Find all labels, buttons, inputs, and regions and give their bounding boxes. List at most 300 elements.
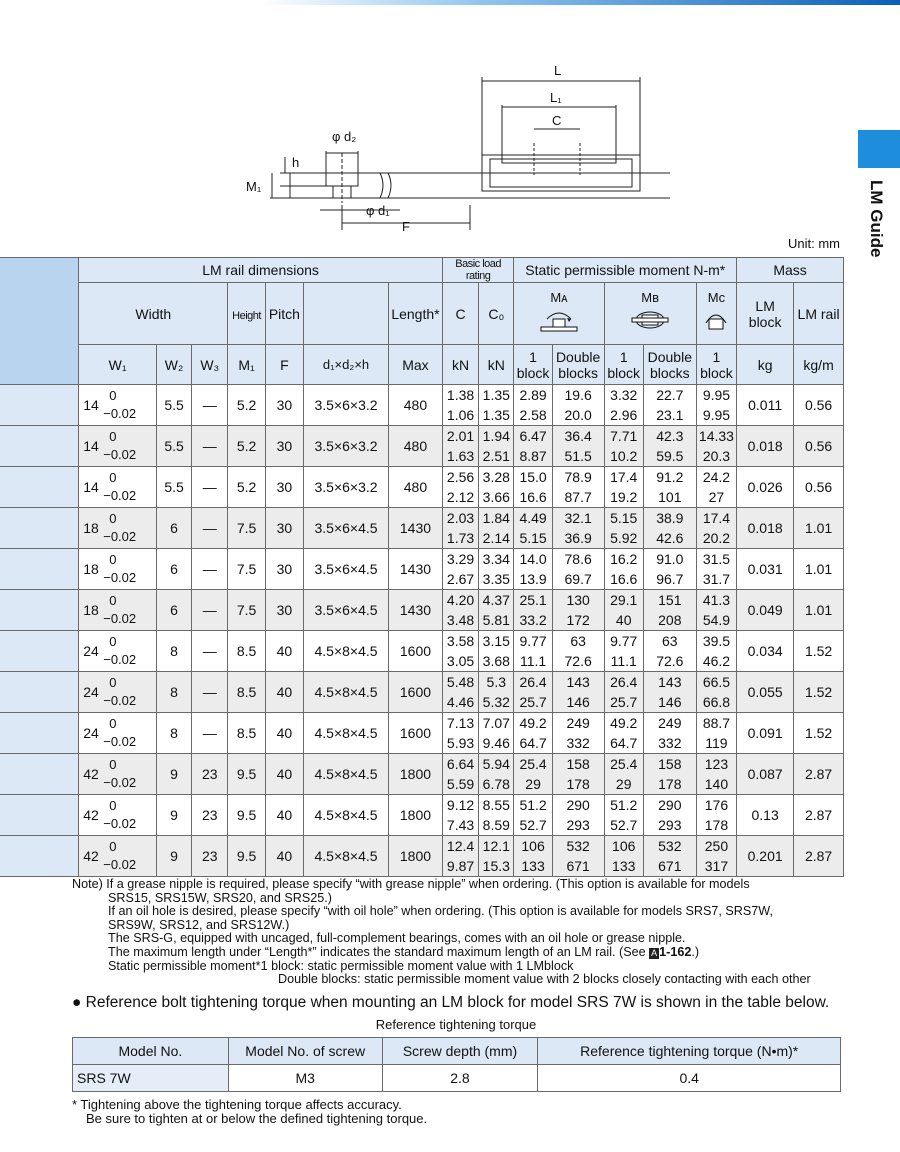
- ma1-lower: 33.2: [519, 612, 547, 628]
- mc-cell: [696, 508, 736, 549]
- f-cell: 30: [265, 426, 303, 467]
- mb1-upper: 16.2: [610, 551, 638, 567]
- ref-close: .): [691, 944, 700, 959]
- mc-upper: 24.2: [702, 469, 731, 485]
- c0-cell: [479, 426, 514, 467]
- ma1-cell: [514, 795, 552, 836]
- c-lower: 5.93: [446, 735, 475, 751]
- dims-cell: 4.5×8×4.5: [304, 672, 389, 713]
- w1-tol-lower: −0.02: [103, 734, 137, 749]
- mc-upper: 123: [704, 756, 729, 772]
- pitch-header: Pitch: [265, 283, 303, 345]
- c-upper: 1.38: [446, 387, 475, 403]
- w1-tol-lower: −0.02: [103, 611, 137, 626]
- f-cell: 30: [265, 549, 303, 590]
- mc-upper: 39.5: [702, 633, 731, 649]
- ma2-upper: 36.4: [564, 428, 592, 444]
- w2-cell: 8: [156, 631, 191, 672]
- m1-cell: 8.5: [228, 713, 265, 754]
- c-upper: 2.01: [446, 428, 475, 444]
- length-cell: 480: [389, 467, 443, 508]
- bullet-line: [72, 994, 829, 1012]
- w1-value: 42: [83, 807, 99, 823]
- footnote: [72, 1098, 427, 1126]
- rail-mass-cell: 1.01: [794, 549, 844, 590]
- ma1-lower: 13.9: [519, 571, 547, 587]
- ma1-upper: 15.0: [519, 469, 547, 485]
- c0-upper: 5.94: [482, 756, 510, 772]
- w3-header: W₃: [192, 345, 228, 385]
- w3-cell: —: [192, 508, 228, 549]
- ma2-upper: 158: [566, 756, 590, 772]
- c-upper: 2.03: [446, 510, 475, 526]
- c-upper: 3.58: [446, 633, 475, 649]
- c-cell: [442, 672, 478, 713]
- ma2-cell: [552, 754, 604, 795]
- w1-tol-upper: 0: [109, 634, 117, 649]
- mb2-lower: 208: [658, 612, 682, 628]
- ma2-upper: 130: [566, 592, 590, 608]
- w3-cell: —: [192, 631, 228, 672]
- ma1-upper: 2.89: [519, 387, 547, 403]
- c-upper: 9.12: [446, 797, 475, 813]
- f-cell: 40: [265, 672, 303, 713]
- block-mass-cell: 0.091: [737, 713, 794, 754]
- dims-cell: 3.5×6×4.5: [304, 508, 389, 549]
- block-mass-cell: 0.011: [737, 385, 794, 426]
- ma1-lower: 64.7: [519, 735, 547, 751]
- c-lower: 9.87: [446, 858, 475, 874]
- w2-cell: 9: [156, 836, 191, 877]
- d1d2h-header: d₁×d₂×h: [304, 345, 389, 385]
- ma2-cell: [552, 549, 604, 590]
- ma2-lower: 332: [566, 735, 590, 751]
- c0-lower: 3.68: [482, 653, 510, 669]
- w1-cell: [79, 836, 157, 877]
- c-upper: 12.4: [446, 838, 475, 854]
- length-cell: 1800: [389, 836, 443, 877]
- mb1-cell: [604, 508, 643, 549]
- mb2-upper: 63: [662, 633, 678, 649]
- ma1-cell: [514, 836, 552, 877]
- w1-value: 14: [83, 438, 99, 454]
- c0-lower: 6.78: [482, 776, 510, 792]
- max-header: Max: [389, 345, 443, 385]
- w3-cell: —: [192, 590, 228, 631]
- m1-cell: 8.5: [228, 631, 265, 672]
- ma1-lower: 8.87: [519, 448, 547, 464]
- w1-tol-upper: 0: [109, 552, 117, 567]
- ma-header: [514, 283, 604, 345]
- ma1-lower: 11.1: [519, 653, 547, 669]
- table-row: [0, 549, 844, 590]
- table-row: [0, 508, 844, 549]
- w2-cell: 8: [156, 713, 191, 754]
- ma2-upper: 63: [570, 633, 586, 649]
- mc-lower: 20.2: [702, 530, 731, 546]
- block-mass-cell: 0.034: [737, 631, 794, 672]
- top-gradient-bar: [260, 0, 900, 5]
- w3-cell: —: [192, 467, 228, 508]
- note-line: SRS9W, SRS12, and SRS12W.): [108, 917, 290, 932]
- mb1-lower: 16.6: [610, 571, 638, 587]
- w1-value: 18: [83, 561, 99, 577]
- w2-cell: 6: [156, 508, 191, 549]
- mb1-upper: 3.32: [610, 387, 638, 403]
- w1-cell: [79, 713, 157, 754]
- ma1-cell: [514, 385, 552, 426]
- note-line: SRS15, SRS15W, SRS20, and SRS25.): [108, 890, 332, 905]
- kgm-header: kg/m: [794, 345, 844, 385]
- length-cell: 1800: [389, 795, 443, 836]
- rail-mass-cell: 1.52: [794, 713, 844, 754]
- model-cell: [0, 590, 79, 631]
- c-cell: [442, 590, 478, 631]
- mb2-upper: 22.7: [656, 387, 684, 403]
- rail-mass-cell: 2.87: [794, 795, 844, 836]
- c0-cell: [479, 836, 514, 877]
- c0-upper: 3.34: [482, 551, 510, 567]
- c-cell: [442, 754, 478, 795]
- w1-cell: [79, 467, 157, 508]
- ma2-upper: 532: [566, 838, 590, 854]
- mb1-lower: 11.1: [610, 653, 637, 669]
- mb2-cell: [643, 713, 696, 754]
- ma1-cell: [514, 672, 552, 713]
- dims-header-blank: [304, 283, 389, 345]
- mb2-cell: [643, 467, 696, 508]
- ma1-lower: 2.58: [519, 407, 547, 423]
- c0-upper: 1.84: [482, 510, 510, 526]
- w2-cell: 9: [156, 795, 191, 836]
- torque-value: 0.4: [538, 1065, 841, 1092]
- rail-mass-cell: 1.52: [794, 631, 844, 672]
- w1-tol-lower: −0.02: [103, 816, 137, 831]
- mc-upper: 88.7: [702, 715, 731, 731]
- w1-cell: [79, 795, 157, 836]
- block-mass-cell: 0.031: [737, 549, 794, 590]
- w1-value: 24: [83, 643, 99, 659]
- ma1-lower: 25.7: [519, 694, 547, 710]
- mb2-lower: 332: [658, 735, 682, 751]
- note-line: Static permissible moment*1 block: static permissible moment value with 1 LMblock: [108, 958, 574, 973]
- m1-cell: 7.5: [228, 590, 265, 631]
- c0-lower: 2.14: [482, 530, 510, 546]
- dim-C: C: [552, 113, 562, 128]
- rail-mass-cell: 1.01: [794, 508, 844, 549]
- c0-cell: [479, 467, 514, 508]
- table-row: [0, 795, 844, 836]
- mb2-cell: [643, 426, 696, 467]
- mb2-cell: [643, 508, 696, 549]
- ma2-lower: 69.7: [564, 571, 592, 587]
- mb-header: [604, 283, 696, 345]
- dim-h: h: [292, 155, 300, 170]
- w2-cell: 6: [156, 590, 191, 631]
- footnote-line: Be sure to tighten at or below the defined tightening torque.: [86, 1111, 428, 1126]
- mc-cell: [696, 713, 736, 754]
- torque-model: SRS 7W: [73, 1065, 229, 1092]
- torque-caption: Reference tightening torque: [375, 1017, 537, 1032]
- mc-upper: 250: [704, 838, 729, 854]
- ma1-cell: [514, 508, 552, 549]
- length-cell: 1600: [389, 631, 443, 672]
- mb2-lower: 96.7: [656, 571, 684, 587]
- w1-tol-upper: 0: [109, 798, 117, 813]
- c-cell: [442, 713, 478, 754]
- c-lower: 3.48: [446, 612, 475, 628]
- mb2-upper: 151: [658, 592, 682, 608]
- w1-tol-lower: −0.02: [103, 488, 137, 503]
- block-mass-cell: 0.201: [737, 836, 794, 877]
- mb2-upper: 532: [658, 838, 682, 854]
- mb1-lower: 133: [612, 858, 636, 874]
- mb-1block-header: 1 block: [604, 345, 643, 385]
- mc-label: Mᴄ: [707, 289, 726, 305]
- ma1-upper: 106: [521, 838, 545, 854]
- model-cell: [0, 508, 79, 549]
- mb1-cell: [604, 754, 643, 795]
- length-cell: 480: [389, 385, 443, 426]
- mc-upper: 176: [704, 797, 729, 813]
- c0-upper: 5.3: [486, 674, 507, 690]
- table-row: [0, 672, 844, 713]
- c0-header: C₀: [479, 283, 514, 345]
- dims-cell: 3.5×6×3.2: [304, 385, 389, 426]
- f-cell: 40: [265, 754, 303, 795]
- ma1-lower: 29: [525, 776, 541, 792]
- ma-label: Mᴀ: [550, 289, 568, 305]
- f-cell: 30: [265, 385, 303, 426]
- m1-cell: 7.5: [228, 549, 265, 590]
- mb2-upper: 143: [658, 674, 682, 690]
- ma2-upper: 249: [566, 715, 590, 731]
- block-mass-cell: 0.018: [737, 508, 794, 549]
- mb1-lower: 40: [615, 612, 632, 628]
- mc-lower: 46.2: [702, 653, 731, 669]
- f-header: F: [265, 345, 303, 385]
- ma2-lower: 172: [566, 612, 590, 628]
- ma1-cell: [514, 713, 552, 754]
- mc-upper: 17.4: [702, 510, 731, 526]
- c0-lower: 5.81: [482, 612, 510, 628]
- model-cell: [0, 795, 79, 836]
- ma1-cell: [514, 467, 552, 508]
- mb2-cell: [643, 672, 696, 713]
- ma2-cell: [552, 672, 604, 713]
- dims-cell: 3.5×6×3.2: [304, 467, 389, 508]
- ma2-cell: [552, 795, 604, 836]
- mc-upper: 31.5: [702, 551, 731, 567]
- c-upper: 3.29: [446, 551, 475, 567]
- w1-cell: [79, 631, 157, 672]
- c0-lower: 1.35: [482, 407, 510, 423]
- mb1-lower: 2.96: [610, 407, 638, 423]
- mc-cell: [696, 467, 736, 508]
- bullet-text: Reference bolt tightening torque when mounting an LM block for model SRS 7W is shown in the table below.: [85, 994, 830, 1011]
- ma1-upper: 14.0: [519, 551, 547, 567]
- ma2-cell: [552, 426, 604, 467]
- spec-table-body: [0, 385, 844, 877]
- footnote-line: * Tightening above the tightening torque affects accuracy.: [72, 1097, 402, 1112]
- model-cell: [0, 754, 79, 795]
- mb1-cell: [604, 836, 643, 877]
- ma2-lower: 20.0: [564, 407, 592, 423]
- mb2-lower: 23.1: [656, 407, 684, 423]
- ma1-upper: 25.4: [519, 756, 547, 772]
- length-header: Length*: [389, 283, 443, 345]
- ma1-lower: 5.15: [519, 530, 547, 546]
- unit-label: Unit: mm: [788, 236, 840, 251]
- note-length-text: The maximum length under “Length*” indicates the standard maximum length of an LM rail. (See: [108, 944, 650, 959]
- model-cell: [0, 836, 79, 877]
- torque-header-model: Model No.: [73, 1038, 229, 1065]
- mb1-upper: 49.2: [610, 715, 638, 731]
- w3-cell: —: [192, 549, 228, 590]
- c0-lower: 3.66: [482, 489, 510, 505]
- ma2-lower: 87.7: [564, 489, 592, 505]
- width-header: Width: [79, 283, 228, 345]
- lm-block-header: LM block: [737, 283, 794, 345]
- mc-upper: 41.3: [702, 592, 731, 608]
- mc-lower: 140: [704, 776, 729, 792]
- mc-lower: 27: [708, 489, 725, 505]
- ma2-cell: [552, 385, 604, 426]
- ma1-cell: [514, 549, 552, 590]
- mb2-cell: [643, 754, 696, 795]
- c0-cell: [479, 754, 514, 795]
- w1-cell: [79, 508, 157, 549]
- mb2-cell: [643, 836, 696, 877]
- c-lower: 2.67: [446, 571, 475, 587]
- dims-cell: 4.5×8×4.5: [304, 713, 389, 754]
- f-cell: 40: [265, 713, 303, 754]
- mb1-cell: [604, 672, 643, 713]
- mb1-upper: 25.4: [610, 756, 638, 772]
- c0-upper: 3.28: [482, 469, 510, 485]
- c0-cell: [479, 713, 514, 754]
- w1-tol-lower: −0.02: [103, 652, 137, 667]
- ma1-upper: 6.47: [519, 428, 547, 444]
- dim-M1: M₁: [246, 179, 262, 194]
- ma1-cell: [514, 426, 552, 467]
- model-cell: [0, 713, 79, 754]
- rail-mass-cell: 2.87: [794, 836, 844, 877]
- f-cell: 40: [265, 836, 303, 877]
- mc-cell: [696, 426, 736, 467]
- mc-moment-icon: [701, 305, 731, 335]
- w2-cell: 8: [156, 672, 191, 713]
- mb2-lower: 59.5: [656, 448, 684, 464]
- w1-tol-lower: −0.02: [103, 857, 137, 872]
- mb1-upper: 26.4: [610, 674, 638, 690]
- mb2-lower: 101: [658, 489, 682, 505]
- dims-cell: 3.5×6×4.5: [304, 549, 389, 590]
- w1-cell: [79, 385, 157, 426]
- w1-tol-lower: −0.02: [103, 447, 137, 462]
- dims-cell: 4.5×8×4.5: [304, 795, 389, 836]
- ma2-lower: 36.9: [564, 530, 592, 546]
- w2-cell: 5.5: [156, 426, 191, 467]
- mb2-upper: 38.9: [656, 510, 684, 526]
- mb-label: Mʙ: [641, 289, 659, 305]
- mb-moment-icon: [628, 305, 672, 335]
- dims-cell: 3.5×6×3.2: [304, 426, 389, 467]
- c0-lower: 8.59: [482, 817, 510, 833]
- w1-tol-upper: 0: [109, 716, 117, 731]
- torque-depth: 2.8: [382, 1065, 538, 1092]
- c0-upper: 12.1: [482, 838, 510, 854]
- mb2-cell: [643, 549, 696, 590]
- w2-cell: 5.5: [156, 385, 191, 426]
- rail-mass-cell: 0.56: [794, 467, 844, 508]
- w3-cell: 23: [192, 754, 228, 795]
- ma1-cell: [514, 631, 552, 672]
- mc-lower: 66.8: [702, 694, 731, 710]
- torque-screw: M3: [228, 1065, 382, 1092]
- c-lower: 1.06: [446, 407, 475, 423]
- c0-lower: 15.3: [482, 858, 510, 874]
- w1-cell: [79, 549, 157, 590]
- model-cell: [0, 385, 79, 426]
- block-mass-cell: 0.055: [737, 672, 794, 713]
- mb2-lower: 146: [658, 694, 682, 710]
- m1-cell: 9.5: [228, 836, 265, 877]
- ma1-upper: 49.2: [519, 715, 547, 731]
- ma2-lower: 72.6: [564, 653, 592, 669]
- w1-value: 18: [83, 602, 99, 618]
- c-lower: 5.59: [446, 776, 475, 792]
- mass-header: Mass: [737, 258, 844, 283]
- ma1-upper: 25.1: [519, 592, 547, 608]
- c0-upper: 7.07: [482, 715, 510, 731]
- bullet-icon: ●: [72, 994, 86, 1011]
- ma-moment-icon: [537, 305, 581, 335]
- f-cell: 40: [265, 631, 303, 672]
- w1-cell: [79, 754, 157, 795]
- c-cell: [442, 467, 478, 508]
- model-cell: [0, 426, 79, 467]
- table-row: [0, 467, 844, 508]
- torque-header-torque: Reference tightening torque (N•m)*: [538, 1038, 841, 1065]
- length-cell: 1430: [389, 549, 443, 590]
- w3-cell: 23: [192, 795, 228, 836]
- mb1-lower: 29: [615, 776, 632, 792]
- mb1-cell: [604, 713, 643, 754]
- ma1-lower: 52.7: [519, 817, 547, 833]
- dims-cell: 3.5×6×4.5: [304, 590, 389, 631]
- mb2-lower: 178: [658, 776, 682, 792]
- length-cell: 1600: [389, 713, 443, 754]
- table-row: [0, 426, 844, 467]
- c0-upper: 3.15: [482, 633, 510, 649]
- c0-upper: 8.55: [482, 797, 510, 813]
- mb2-upper: 249: [658, 715, 682, 731]
- w1-tol-lower: −0.02: [103, 529, 137, 544]
- rail-mass-cell: 1.01: [794, 590, 844, 631]
- m1-cell: 9.5: [228, 795, 265, 836]
- mc-upper: 9.95: [702, 387, 731, 403]
- mc-cell: [696, 385, 736, 426]
- mb1-upper: 106: [612, 838, 636, 854]
- ref-page-link[interactable]: 1-162: [659, 944, 692, 959]
- model-cell: [0, 549, 79, 590]
- mb2-lower: 42.6: [656, 530, 684, 546]
- mb1-upper: 9.77: [610, 633, 638, 649]
- ma2-upper: 78.6: [564, 551, 592, 567]
- c0-cell: [479, 385, 514, 426]
- ma2-cell: [552, 467, 604, 508]
